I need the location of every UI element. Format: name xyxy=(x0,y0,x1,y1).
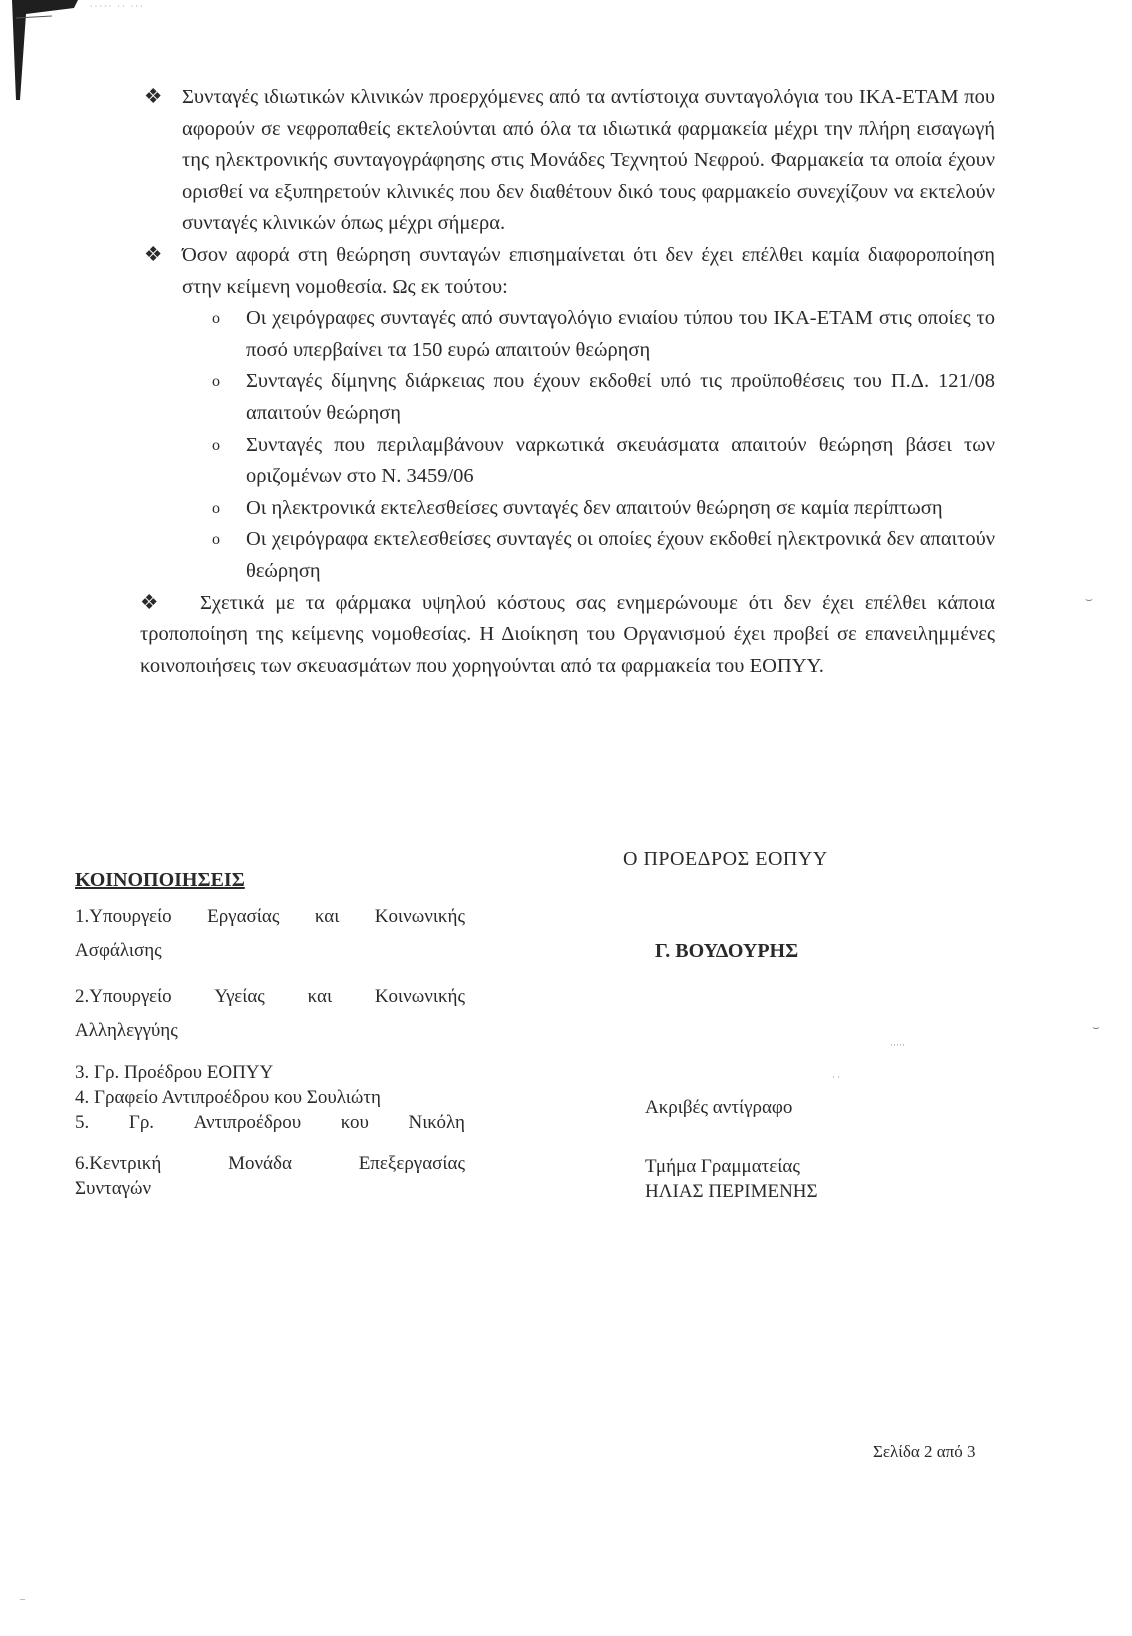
notification-item-3: 3. Γρ. Προέδρου ΕΟΠΥΥ xyxy=(75,1062,274,1083)
scan-edge-mark xyxy=(12,0,82,100)
true-copy-note: Ακριβές αντίγραφο xyxy=(645,1097,793,1118)
secretariat-block xyxy=(645,1154,818,1204)
bullet-circle-icon: o xyxy=(212,373,220,391)
scan-noise: _ xyxy=(20,1590,25,1601)
paragraph-validation xyxy=(140,240,995,303)
notification-item-5: 5. Γρ. Αντιπροέδρου κου Νικόλη xyxy=(75,1112,465,1133)
list-item: o Οι χειρόγραφες συνταγές από συνταγολόγιο ενιαίου τύπου του ΙΚΑ-ΕΤΑΜ στις οποίες το ποσό υπερβαίνει τα 150 ευρώ απαιτούν θεώρηση xyxy=(210,303,995,366)
notifications-block xyxy=(75,869,465,1213)
scan-noise: ⌣ xyxy=(1092,1020,1100,1034)
department-person: ΗΛΙΑΣ ΠΕΡΙΜΕΝΗΣ xyxy=(645,1181,818,1202)
bullet-circle-icon: o xyxy=(212,310,220,328)
scan-noise: · · xyxy=(832,1072,841,1082)
list-item: o Συνταγές που περιλαμβάνουν ναρκωτικά σκευάσματα απαιτούν θεώρηση βάσει των οριζομένων στο Ν. 3459/06 xyxy=(210,430,995,493)
bullet-diamond-icon: ❖ xyxy=(140,591,159,614)
document-body xyxy=(140,82,995,682)
signature-name: Γ. ΒΟΥΔΟΥΡΗΣ xyxy=(655,940,799,962)
signature-title: Ο ΠΡΟΕΔΡΟΣ ΕΟΠΥΥ xyxy=(623,848,828,870)
scan-noise: ⌣ xyxy=(1085,592,1093,606)
bullet-circle-icon: o xyxy=(212,436,220,454)
paragraph-high-cost-drugs xyxy=(140,588,995,683)
bullet-diamond-icon: ❖ xyxy=(144,243,163,266)
paragraph-text: Σχετικά με τα φάρμακα υψηλού κόστους σας ενημερώνουμε ότι δεν έχει επέλθει κάποια τροποποίηση της κείμενης νομοθεσίας. Η Διοίκηση του Οργανισμού έχει προβεί σε επανειλημμένες κοινοποιήσεις των σκευασμάτων που χορηγούνται από τα φαρμακεία του ΕΟΠΥΥ. xyxy=(140,591,995,677)
scan-noise: ····· xyxy=(890,1040,905,1050)
notification-items-3-5 xyxy=(75,1060,465,1135)
department-name: Τμήμα Γραμματείας xyxy=(645,1156,800,1177)
scan-noise: ····· ·· ··· xyxy=(90,2,145,11)
notification-item-2: 2.Υπουργείο Υγείας και Κοινωνικής Αλληλεγγύης xyxy=(75,986,465,1041)
page-number: Σελίδα 2 από 3 xyxy=(873,1442,976,1461)
notification-item-4: 4. Γραφείο Αντιπροέδρου κου Σουλιώτη xyxy=(75,1087,381,1108)
bullet-circle-icon: o xyxy=(212,499,220,517)
paragraph-clinics xyxy=(140,82,995,240)
bullet-diamond-icon: ❖ xyxy=(144,86,163,108)
notifications-title: ΚΟΙΝΟΠΟΙΗΣΕΙΣ xyxy=(75,869,245,891)
list-item: o Οι χειρόγραφα εκτελεσθείσες συνταγές οι οποίες έχουν εκδοθεί ηλεκτρονικά δεν απαιτούν θεώρηση xyxy=(210,524,995,587)
paragraph-text: Συνταγές ιδιωτικών κλινικών προερχόμενες από τα αντίστοιχα συνταγολόγια του ΙΚΑ-ΕΤΑΜ που αφορούν σε νεφροπαθείς εκτελούνται από όλα τα ιδιωτικά φαρμακεία μέχρι την πλήρη εισαγωγή της ηλεκτρονικής συνταγογράφησης στις Μονάδες Τεχνητού Νεφρού. Φαρμακεία τα οποία έχουν ορισθεί να εξυπηρετούν κλινικές που δεν διαθέτουν δικό τους φαρμακείο συνεχίζουν να εκτελούν συνταγές κλινικών όπως μέχρι σήμερα. xyxy=(182,86,995,235)
bullet-circle-icon: o xyxy=(212,531,220,549)
notification-item-6: 6.Κεντρική Μονάδα Επεξεργασίας Συνταγών xyxy=(75,1153,465,1199)
notification-item-1: 1.Υπουργείο Εργασίας και Κοινωνικής Ασφάλισης xyxy=(75,906,465,961)
list-item: o Οι ηλεκτρονικά εκτελεσθείσες συνταγές δεν απαιτούν θεώρηση σε καμία περίπτωση xyxy=(210,493,995,525)
validation-list xyxy=(140,303,995,587)
list-item: o Συνταγές δίμηνης διάρκειας που έχουν εκδοθεί υπό τις προϋποθέσεις του Π.Δ. 121/08 απαιτούν θεώρηση xyxy=(210,366,995,429)
paragraph-text: Όσον αφορά στη θεώρηση συνταγών επισημαίνεται ότι δεν έχει επέλθει καμία διαφοροποίηση στην κείμενη νομοθεσία. Ως εκ τούτου: xyxy=(182,243,995,298)
